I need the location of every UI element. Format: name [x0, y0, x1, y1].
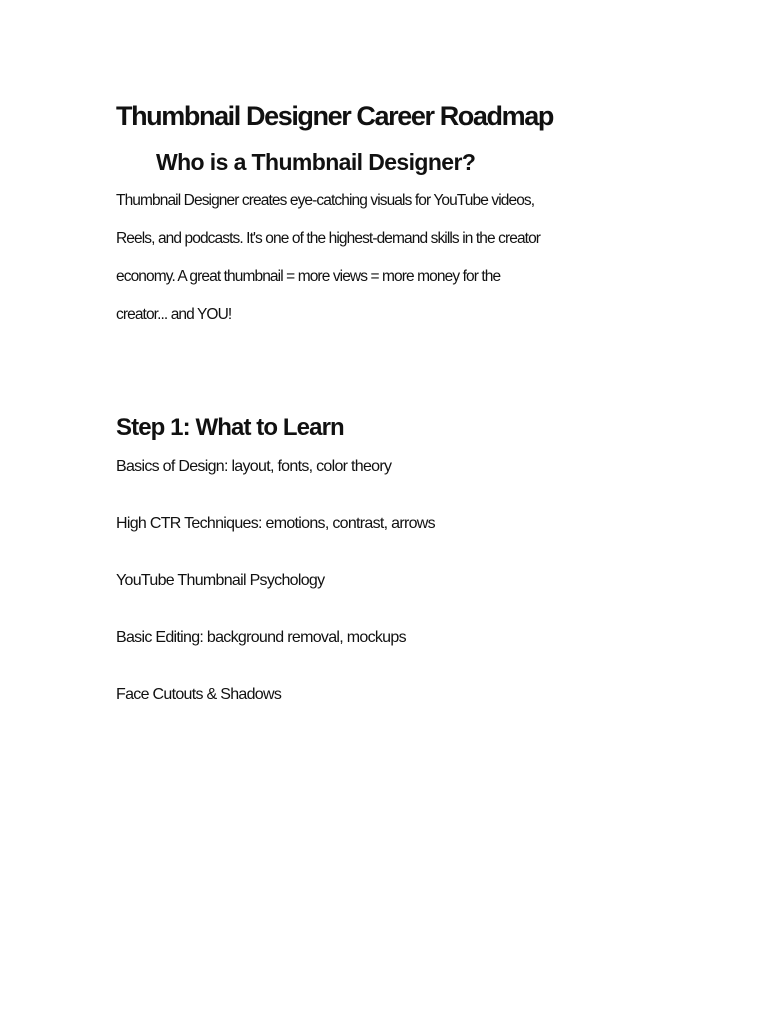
document-title: Thumbnail Designer Career Roadmap — [116, 101, 553, 131]
list-item: YouTube Thumbnail Psychology — [116, 572, 325, 589]
list-item: Basics of Design: layout, fonts, color theory — [116, 458, 392, 475]
intro-paragraph — [116, 182, 676, 334]
list-item: Face Cutouts & Shadows — [116, 686, 282, 703]
step-1-heading: Step 1: What to Learn — [116, 414, 344, 441]
intro-line: creator... and YOU! — [116, 306, 232, 323]
list-item: High CTR Techniques: emotions, contrast, arrows — [116, 515, 435, 532]
intro-line: Reels, and podcasts. It's one of the highest-demand skills in the creator — [116, 230, 541, 247]
list-item: Basic Editing: background removal, mockups — [116, 629, 406, 646]
intro-line: Thumbnail Designer creates eye-catching visuals for YouTube videos, — [116, 192, 535, 209]
section-heading-who-is: Who is a Thumbnail Designer? — [156, 149, 476, 175]
intro-line: economy. A great thumbnail = more views = more money for the — [116, 268, 501, 285]
learn-list — [116, 450, 435, 735]
